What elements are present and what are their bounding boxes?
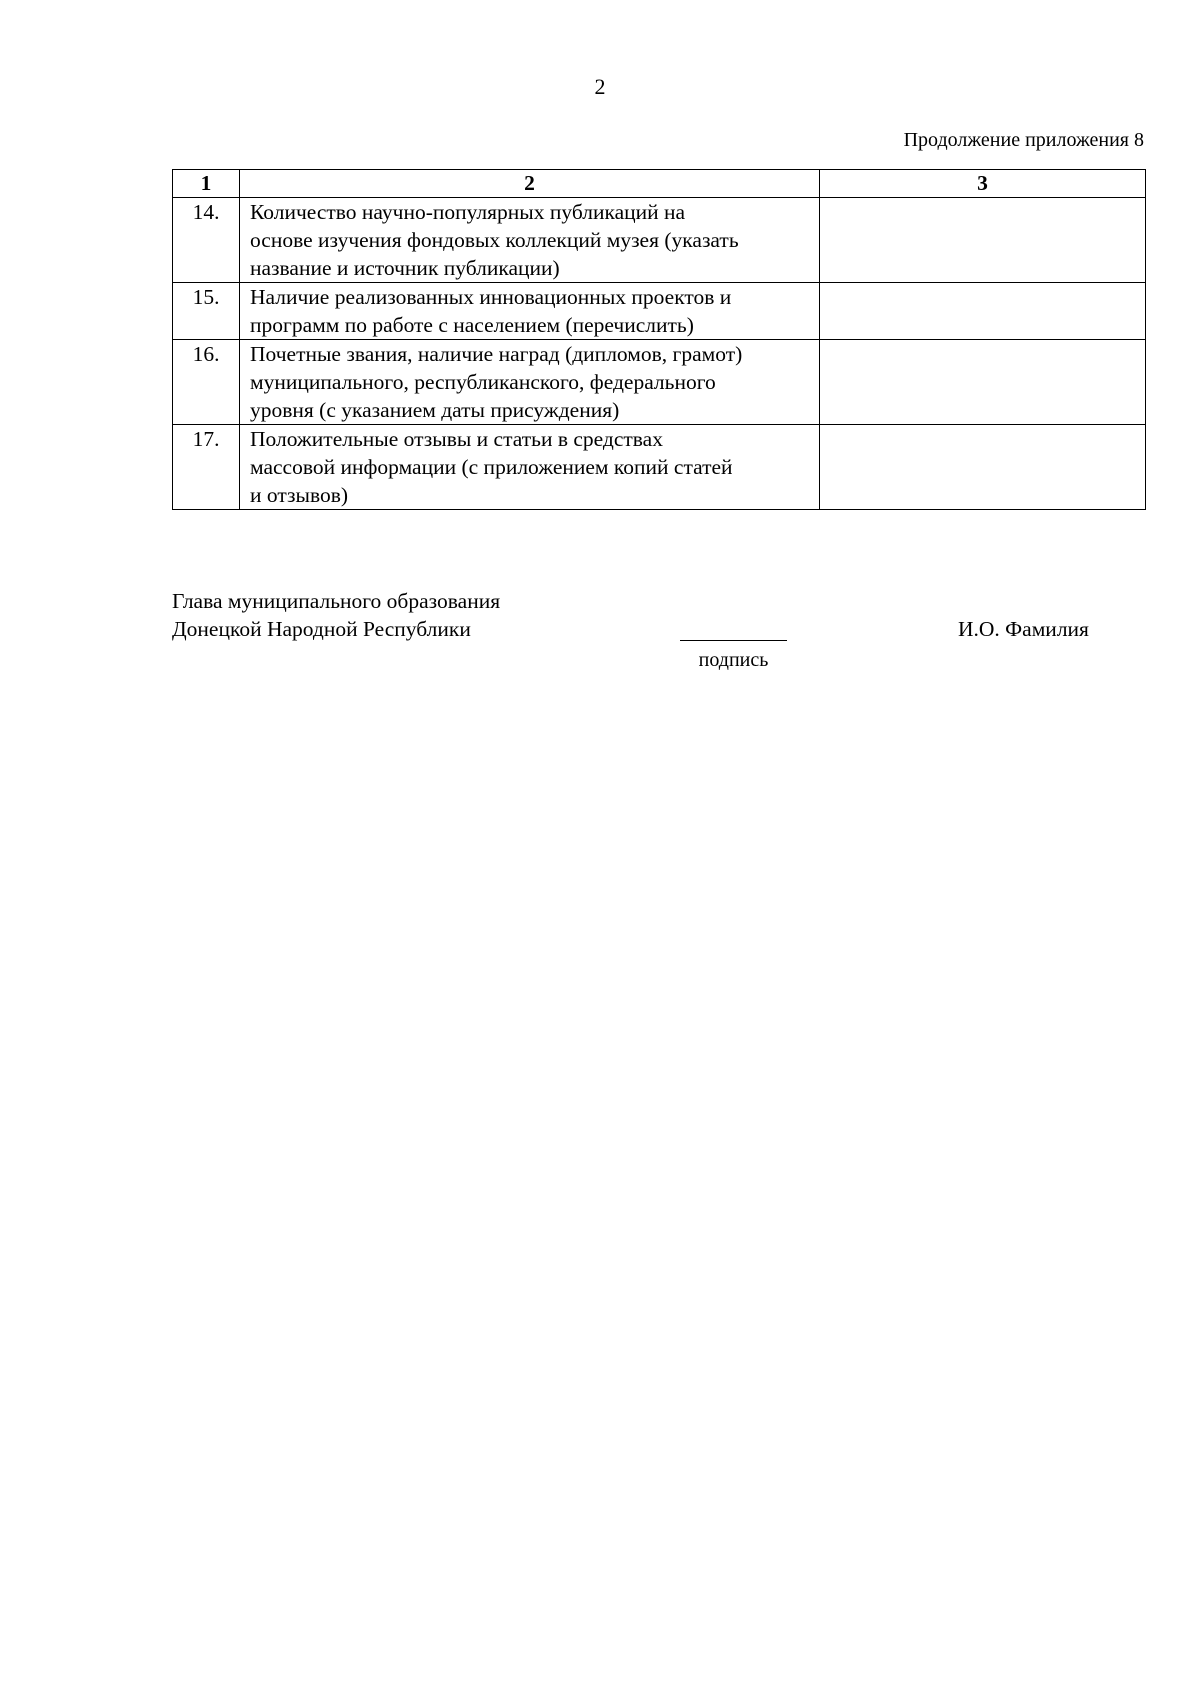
page-number: 2 <box>594 74 606 99</box>
continuation-label: Продолжение приложения 8 <box>903 129 1144 151</box>
signatory-title-line-1: Глава муниципального образования <box>172 589 501 613</box>
description-line: Наличие реализованных инновационных проектов и <box>250 285 732 309</box>
description-line: Почетные звания, наличие наград (дипломов, грамот) <box>250 342 743 366</box>
row-number: 15. <box>173 283 240 340</box>
signature-block <box>172 587 1152 677</box>
table-row <box>173 198 1146 283</box>
description-line: муниципального, республиканского, федерального <box>250 370 716 394</box>
row-number: 16. <box>173 340 240 425</box>
description-line: массовой информации (с приложением копий статей <box>250 455 733 479</box>
row-description <box>240 283 820 340</box>
description-line: Количество научно-популярных публикаций на <box>250 200 686 224</box>
description-line: название и источник публикации) <box>250 256 560 280</box>
criteria-table <box>172 169 1146 510</box>
row-value-cell[interactable] <box>820 425 1146 510</box>
column-header-1: 1 <box>173 170 240 198</box>
description-line: основе изучения фондовых коллекций музея (указать <box>250 228 739 252</box>
description-line: и отзывов) <box>250 483 349 507</box>
signature-line[interactable] <box>680 640 787 641</box>
column-header-2: 2 <box>240 170 820 198</box>
description-line: уровня (с указанием даты присуждения) <box>250 398 620 422</box>
column-header-3: 3 <box>820 170 1146 198</box>
row-description <box>240 425 820 510</box>
table-row <box>173 283 1146 340</box>
table-row <box>173 340 1146 425</box>
table-header-row <box>173 170 1146 198</box>
row-value-cell[interactable] <box>820 198 1146 283</box>
row-value-cell[interactable] <box>820 340 1146 425</box>
signatory-title-line-2: Донецкой Народной Республики <box>172 617 471 641</box>
row-description <box>240 340 820 425</box>
row-description <box>240 198 820 283</box>
row-number: 14. <box>173 198 240 283</box>
row-value-cell[interactable] <box>820 283 1146 340</box>
description-line: программ по работе с населением (перечислить) <box>250 313 694 337</box>
description-line: Положительные отзывы и статьи в средствах <box>250 427 663 451</box>
row-number: 17. <box>173 425 240 510</box>
signature-caption: подпись <box>698 649 769 671</box>
table-row <box>173 425 1146 510</box>
signatory-name: И.О. Фамилия <box>958 617 1089 641</box>
